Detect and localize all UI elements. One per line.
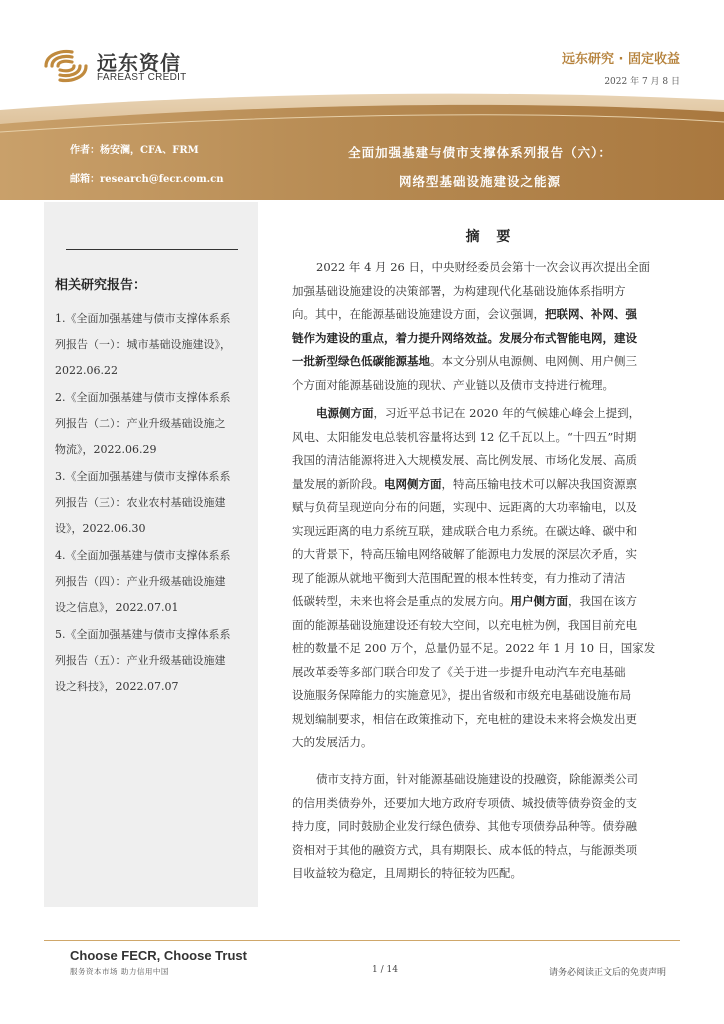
report-item-line: 5.《全面加强基建与债市支撑体系系 <box>55 628 231 641</box>
related-report-item[interactable] <box>55 622 255 700</box>
bold-text: 链作为建设的重点，着力提升网络效益。发展分布式智能电网，建设 <box>292 330 637 345</box>
report-category: 远东研究 · 固定收益 <box>562 52 680 67</box>
email-line: 邮箱：research@fecr.com.cn <box>70 174 224 185</box>
report-title-line2: 网络型基础设施建设之能源 <box>398 174 561 189</box>
fareast-logo-icon <box>42 46 90 86</box>
report-item-line: 列报告（一）：城市基础设施建设》， <box>55 338 231 351</box>
report-item-line: 列报告（三）：农业农村基础设施建 <box>55 496 226 509</box>
report-item-line: 列报告（二）：产业升级基础设施之 <box>55 417 226 430</box>
text-line: 持力度，同时鼓励企业发行绿色债券、其他专项债券品种等。债券融 <box>292 819 637 833</box>
sidebar-divider <box>66 249 238 250</box>
author-line: 作者：杨安澜，CFA、FRM <box>70 145 199 156</box>
report-item-line: 3.《全面加强基建与债市支撑体系系 <box>55 470 231 483</box>
footer-divider <box>44 940 680 941</box>
abstract-heading: 摘 要 <box>465 229 517 245</box>
text-run: 。本文分别从电源侧、电网侧、用户侧三 <box>430 354 637 368</box>
text-line <box>292 303 684 327</box>
report-item-line: 物流》，2022.06.29 <box>55 443 157 456</box>
report-item-line: 设之信息》，2022.07.01 <box>55 601 179 614</box>
text-line: 个方面对能源基础设施的现状、产业链以及债市支持进行梳理。 <box>292 377 614 392</box>
abstract-paragraph-1 <box>292 256 684 397</box>
bold-text: 把联网、补网、强 <box>545 307 637 321</box>
report-item-line: 1.《全面加强基建与债市支撑体系系 <box>55 312 231 325</box>
text-run: 向。其中，在能源基础设施建设方面，会议强调， <box>292 307 545 321</box>
text-line: 债市支持方面，针对能源基础设施建设的投融资，除能源类公司 <box>316 772 638 786</box>
bold-text: 一批新型绿色低碳能源基地 <box>292 354 430 368</box>
text-line <box>292 590 684 614</box>
text-line: 规划编制要求，相信在政策推动下，充电桩的建设未来将会焕发出更 <box>292 711 637 726</box>
related-report-item[interactable] <box>55 306 255 384</box>
related-reports-heading: 相关研究报告： <box>55 278 147 293</box>
text-line: 现了能源从就地平衡到大范围配置的根本性转变，有力推动了清洁 <box>292 570 626 585</box>
brand-name-en: FAREAST CREDIT <box>97 72 187 83</box>
bold-text: 电网侧方面 <box>384 476 442 491</box>
report-item-line: 列报告（五）：产业升级基础设施建 <box>55 654 226 667</box>
page-number: 1 / 14 <box>372 965 398 975</box>
text-line <box>292 402 684 426</box>
text-line <box>292 473 684 497</box>
report-item-line: 4.《全面加强基建与债市支撑体系系 <box>55 549 231 562</box>
report-date: 2022 年 7 月 8 日 <box>604 77 680 87</box>
footer-tagline: 服务资本市场 助力信用中国 <box>70 967 169 976</box>
related-report-item[interactable] <box>55 385 255 463</box>
text-line: 桩的数量不足 200 万个，总量仍显不足。2022 年 1 月 10 日，国家发 <box>292 641 656 655</box>
text-run: ，特高压输电技术可以解决我国资源禀 <box>441 476 637 491</box>
disclaimer-note: 请务必阅读正文后的免责声明 <box>548 968 666 978</box>
bold-text: 电源侧方面 <box>316 406 374 420</box>
related-report-item[interactable] <box>55 543 255 621</box>
abstract-paragraph-2 <box>292 402 684 755</box>
abstract-paragraph-3 <box>292 768 684 886</box>
report-item-line: 2022.06.22 <box>55 364 118 377</box>
text-line <box>292 350 684 374</box>
text-run: ，我国在该方 <box>568 594 637 608</box>
text-line: 展改革委等多部门联合印发了《关于进一步提升电动汽车充电基础 <box>292 664 626 679</box>
bold-text: 用户侧方面 <box>510 594 568 608</box>
report-item-line: 设之科技》，2022.07.07 <box>55 680 179 693</box>
report-title-line1: 全面加强基建与债市支撑体系列报告（六）： <box>348 145 612 160</box>
text-run: 量发展的新阶段。 <box>292 476 384 491</box>
text-line: 资相对于其他的融资方式，具有期限长、成本低的特点，与能源类项 <box>292 842 637 857</box>
report-item-line: 2.《全面加强基建与债市支撑体系系 <box>55 391 231 404</box>
report-item-line: 设》，2022.06.30 <box>55 522 146 535</box>
text-line: 大的发展活力。 <box>292 735 373 749</box>
text-line: 设施服务保障能力的实施意见》，提出省级和市级充电基础设施布局 <box>292 688 632 702</box>
text-line: 面的能源基础设施建设还有较大空间，以充电桩为例，我国目前充电 <box>292 617 637 632</box>
text-line: 加强基础设施建设的决策部署，为构建现代化基础设施体系指明方 <box>292 283 626 298</box>
footer-slogan: Choose FECR, Choose Trust <box>70 948 247 963</box>
related-report-item[interactable] <box>55 464 255 542</box>
text-line: 我国的清洁能源将进入大规模发展、高比例发展、市场化发展、高质 <box>292 453 637 467</box>
text-line: 的大背景下，特高压输电网络破解了能源电力发展的深层次矛盾，实 <box>292 547 637 561</box>
text-line: 赋与负荷呈现逆向分布的问题，实现中、远距离的大功率输电，以及 <box>292 500 637 514</box>
text-line: 目收益较为稳定，且周期长的特征较为匹配。 <box>292 866 522 880</box>
brand-name-cn: 远东资信 <box>97 51 181 75</box>
text-run: ，习近平总书记在 2020 年的气候雄心峰会上提到， <box>373 406 641 420</box>
text-line: 2022 年 4 月 26 日，中央财经委员会第十一次会议再次提出全面 <box>316 260 650 274</box>
text-line: 实现远距离的电力系统互联，建成联合电力系统。在碳达峰、碳中和 <box>292 523 637 538</box>
text-run: 低碳转型，未来也将会是重点的发展方向。 <box>292 594 511 608</box>
text-line: 的信用类债券外，还要加大地方政府专项债、城投债等债券资金的支 <box>292 795 637 810</box>
report-item-line: 列报告（四）：产业升级基础设施建 <box>55 575 226 588</box>
text-line: 风电、太阳能发电总装机容量将达到 12 亿千瓦以上。“十四五”时期 <box>292 429 637 444</box>
